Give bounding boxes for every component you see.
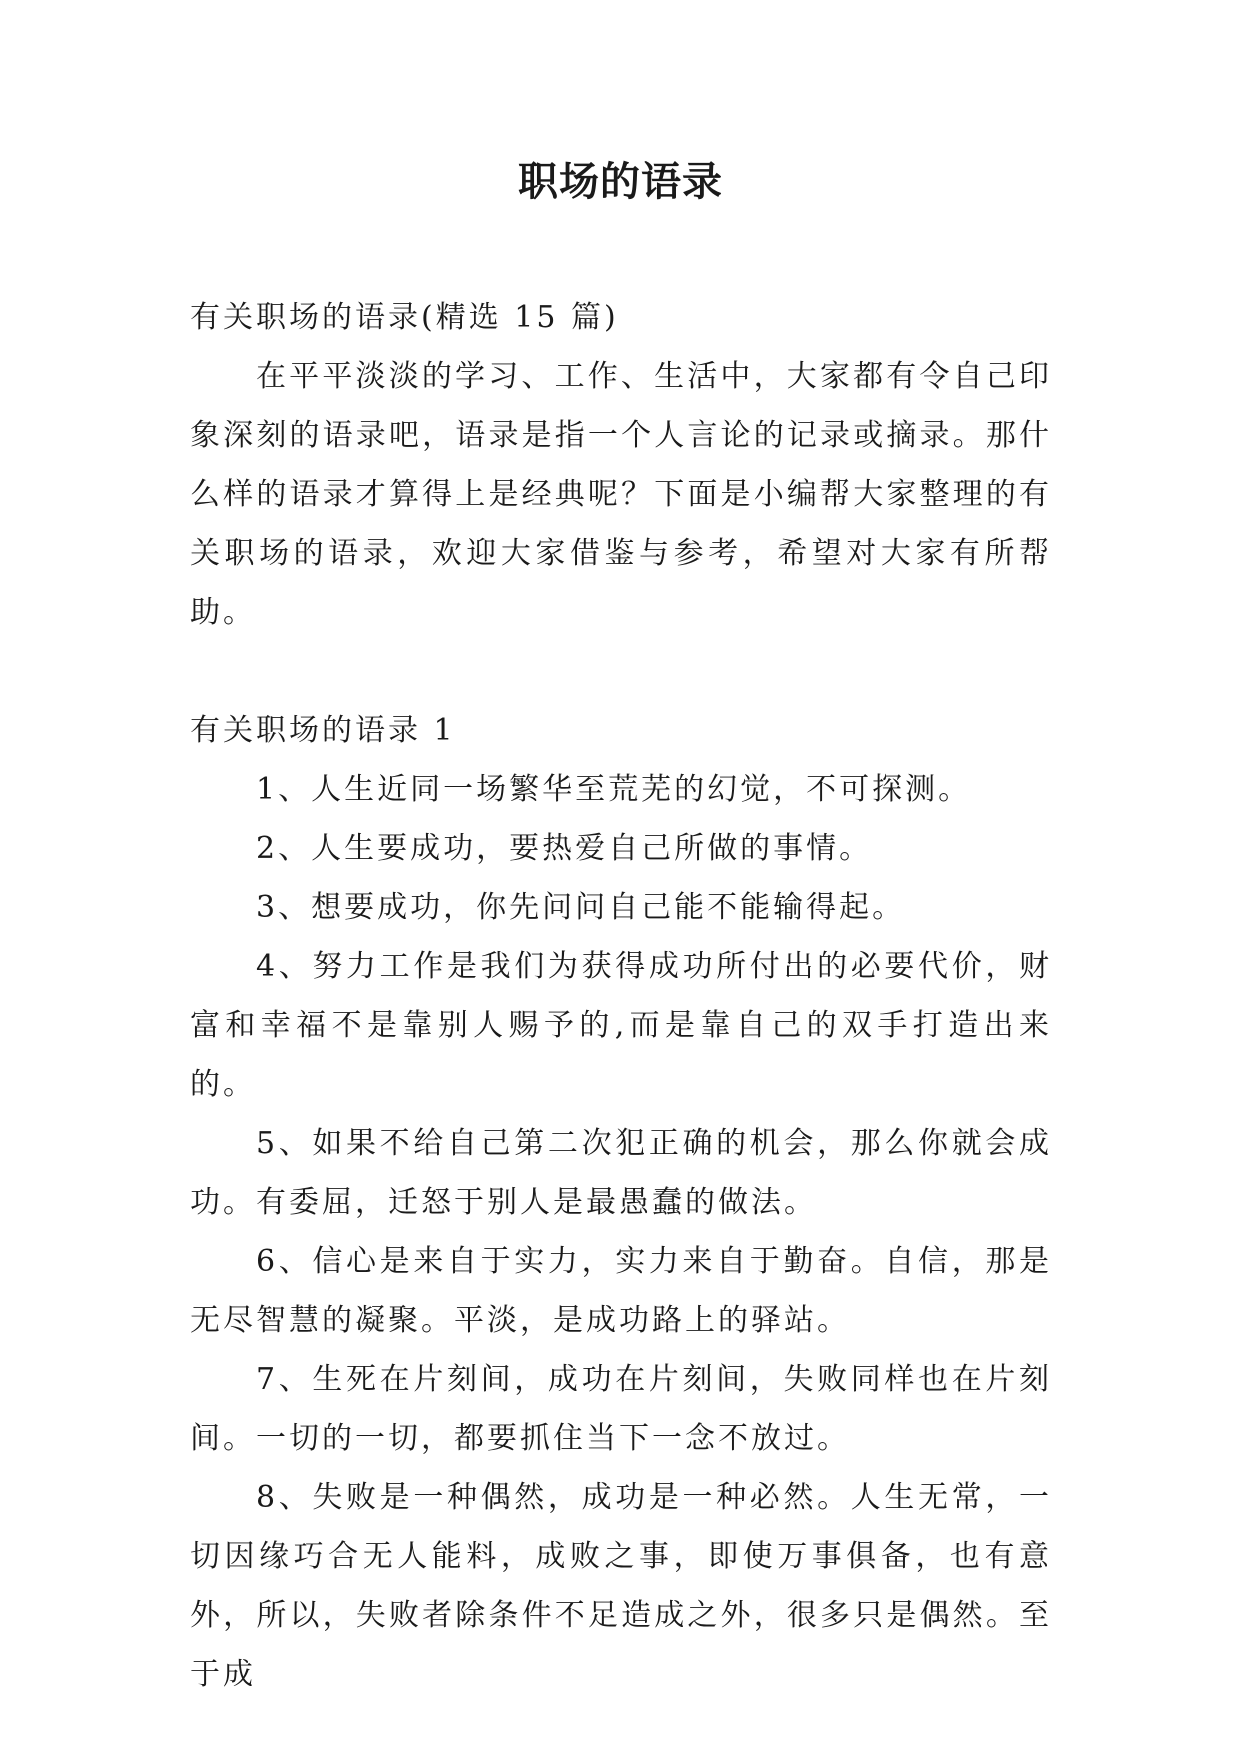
quote-item: 5、如果不给自己第二次犯正确的机会，那么你就会成功。有委屈，迁怒于别人是最愚蠢的做法。 [190,1126,1052,1220]
quote-item: 8、失败是一种偶然，成功是一种必然。人生无常，一切因缘巧合无人能料，成败之事，即使万事俱备，也有意外，所以，失败者除条件不足造成之外，很多只是偶然。至于成 [190,1480,1052,1692]
quote-item: 1、人生近同一场繁华至荒芜的幻觉，不可探测。 [256,772,972,807]
document-subtitle: 有关职场的语录(精选 15 篇) [190,300,619,335]
quote-item: 7、生死在片刻间，成功在片刻间，失败同样也在片刻间。一切的一切，都要抓住当下一念不放过。 [190,1362,1052,1456]
intro-paragraph: 在平平淡淡的学习、工作、生活中，大家都有令自己印象深刻的语录吧，语录是指一个人言论的记录或摘录。那什么样的语录才算得上是经典呢？下面是小编帮大家整理的有关职场的语录，欢迎大家借鉴与参考，希望对大家有所帮助。 [190,359,1052,630]
document-body [190,288,1052,1704]
section-heading: 有关职场的语录 1 [190,713,456,748]
quote-item: 4、努力工作是我们为获得成功所付出的必要代价，财富和幸福不是靠别人赐予的,而是靠自己的双手打造出来的。 [190,949,1052,1102]
quote-item: 6、信心是来自于实力，实力来自于勤奋。自信，那是无尽智慧的凝聚。平淡，是成功路上的驿站。 [190,1244,1052,1338]
document-title: 职场的语录 [518,159,723,205]
quote-item: 3、想要成功，你先问问自己能不能输得起。 [256,890,906,925]
paragraph-gap [190,642,1052,701]
quote-item: 2、人生要成功，要热爱自己所做的事情。 [256,831,873,866]
